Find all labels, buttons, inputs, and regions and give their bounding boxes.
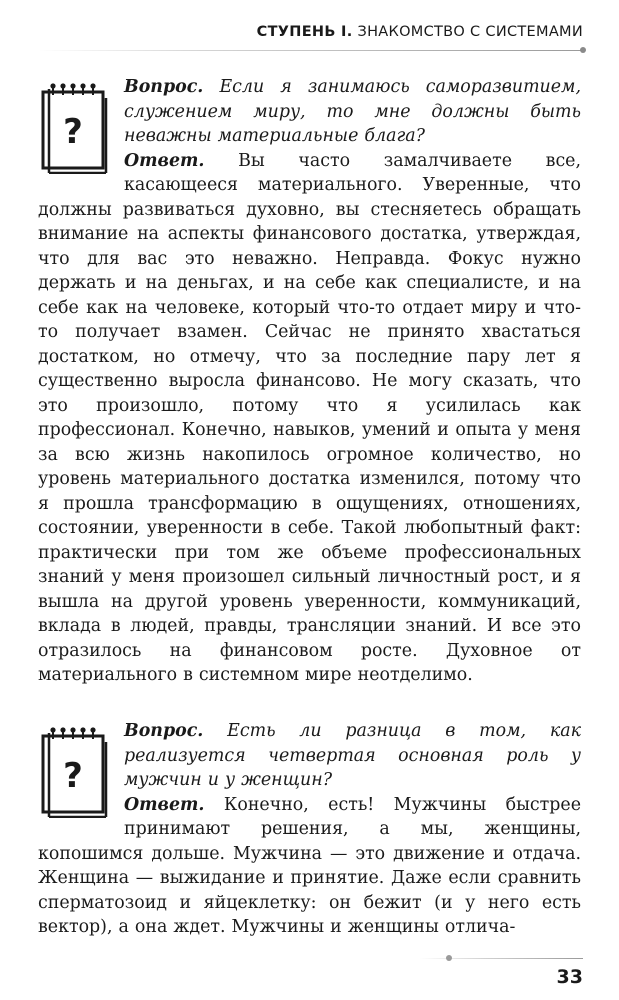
page-number: 33 (556, 966, 583, 988)
header-divider (38, 50, 583, 51)
question-mark-notepad-icon (38, 719, 124, 839)
question-text: Если я занимаюсь саморазвитием, служением миру, то мне должны быть неважны материальные блага? (124, 77, 581, 146)
running-header (257, 24, 583, 40)
question-label: Вопрос. (124, 77, 204, 97)
question-text: Есть ли разница в том, как реализуется четвертая основная роль у мужчин и у женщин? (124, 721, 581, 790)
answer-text: Конечно, есть! Мужчины быстрее принимают решения, а мы, женщины, копошимся дольше. Мужчина — это движение и отдача. Женщина — выжидание и принятие. Даже если сравнить сперматозоид и яйцеклетку: он бежит (и у него есть вектор), а она ждет. Мужчины и женщины отлича- (38, 794, 581, 937)
question-label: Вопрос. (124, 721, 204, 741)
answer-label: Ответ. (124, 150, 205, 171)
question-glyph: ? (63, 112, 83, 152)
answer-label: Ответ. (124, 794, 205, 815)
qa-block (38, 719, 581, 940)
answer-text: Вы часто замалчиваете все, касающееся материального. Уверенные, что должны развиваться духовно, вы стесняетесь обращать внимание на аспекты финансового достатка, утверждая, что для вас это неважно. Неправда. Фокус нужно держать и на деньгах, и на себе как специалисте, и на себе как на человеке, который что-то отдает миру и что-то получает взамен. Сейчас не принято хвастаться достатком, но отмечу, что за последние пару лет я существенно выросла финансово. Не могу сказать, что это произошло, потому что я усилилась как профессионал. Конечно, навыков, умений и опыта у меня за всю жизнь накопилось огромное количество, но уровень материального достатка изменился, потому что я прошла трансформацию в ощущениях, отношениях, состоянии, уверенности в себе. Такой любопытный факт: практически при том же объеме профессиональных знаний у меня произошел сильный личностный рост, и я вышла на другой уровень уверенности, коммуникаций, вклада в людей, правды, трансляции знаний. И все это отразилось на финансовом росте. Духовное от материального в системном мире неотделимо. (38, 150, 582, 685)
footer-divider-dot (446, 955, 452, 961)
qa-block (38, 75, 581, 688)
answer-paragraph (38, 149, 581, 688)
question-glyph: ? (63, 756, 83, 796)
header-divider-dot (580, 47, 586, 53)
header-chapter: ЗНАКОМСТВО С СИСТЕМАМИ (357, 24, 583, 40)
question-mark-notepad-icon (38, 75, 124, 195)
header-step: СТУПЕНЬ I. (256, 24, 353, 40)
footer-divider (420, 958, 583, 959)
